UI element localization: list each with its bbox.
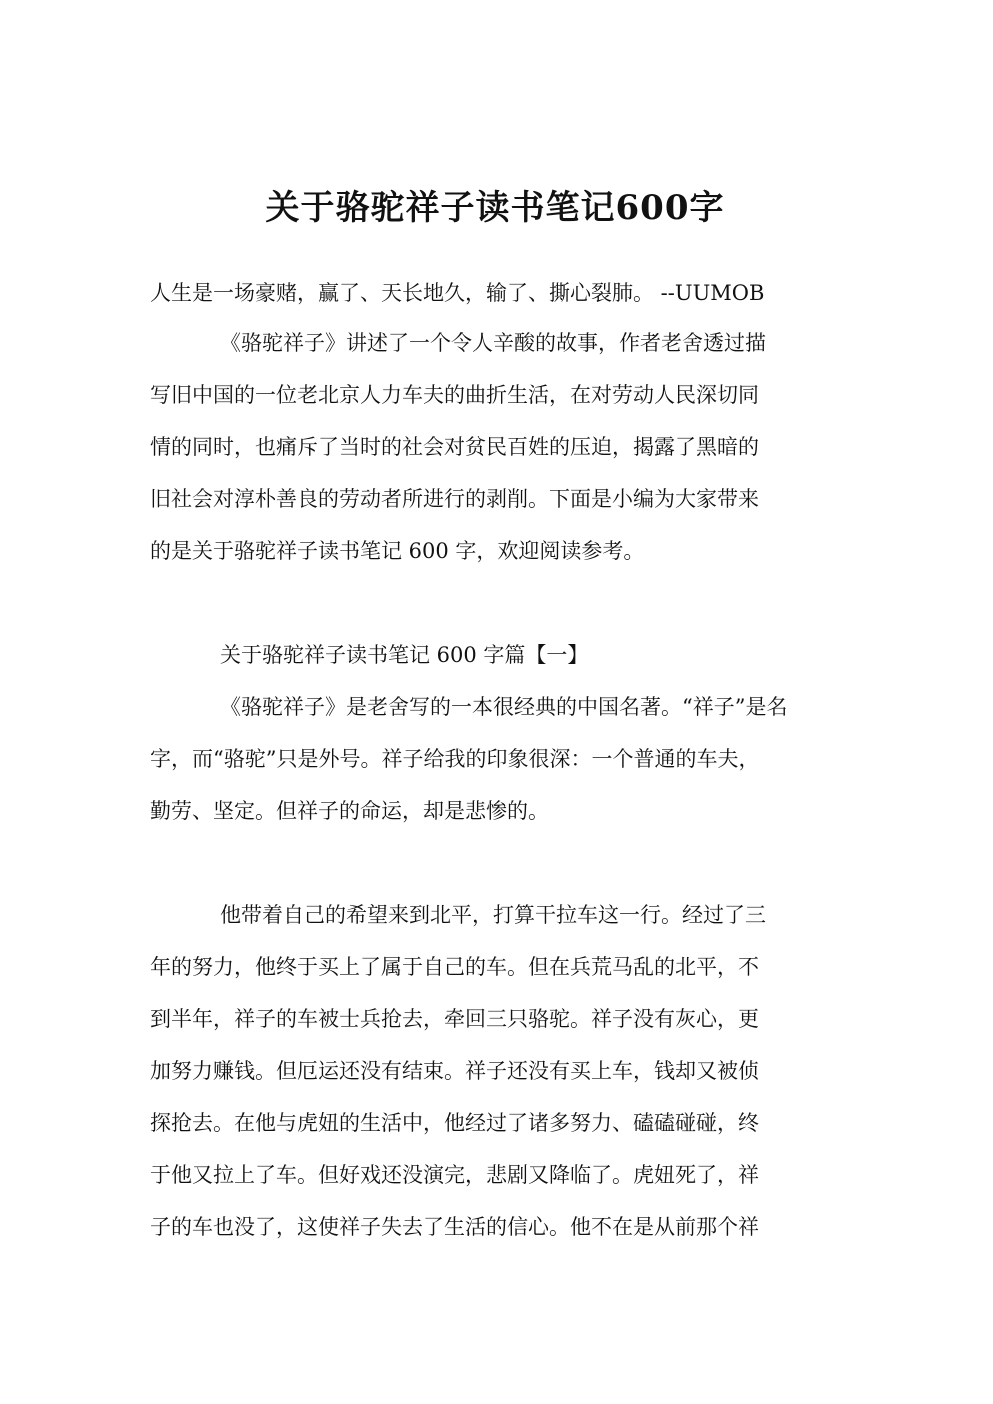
paragraph2-line-7: 子的车也没了，这使祥子失去了生活的信心。他不在是从前那个祥 (150, 1215, 759, 1239)
paragraph1-line-3: 勤劳、坚定。但祥子的命运，却是悲惨的。 (150, 799, 549, 823)
section-heading: 关于骆驼祥子读书笔记 600 字篇【一】 (220, 643, 589, 667)
intro-line-5: 的是关于骆驼祥子读书笔记 600 字，欢迎阅读参考。 (150, 539, 645, 563)
intro-line-4: 旧社会对淳朴善良的劳动者所进行的剥削。下面是小编为大家带来 (150, 487, 759, 511)
intro-line-2: 写旧中国的一位老北京人力车夫的曲折生活，在对劳动人民深切同 (150, 383, 759, 407)
paragraph2-line-5: 探抢去。在他与虎妞的生活中，他经过了诸多努力、磕磕碰碰，终 (150, 1111, 759, 1135)
paragraph2-line-6: 于他又拉上了车。但好戏还没演完，悲剧又降临了。虎妞死了，祥 (150, 1163, 759, 1187)
paragraph2-line-4: 加努力赚钱。但厄运还没有结束。祥子还没有买上车，钱却又被侦 (150, 1059, 759, 1083)
paragraph2-line-2: 年的努力，他终于买上了属于自己的车。但在兵荒马乱的北平，不 (150, 955, 759, 979)
intro-line-3: 情的同时，也痛斥了当时的社会对贫民百姓的压迫，揭露了黑暗的 (150, 435, 759, 459)
paragraph2-line-3: 到半年，祥子的车被士兵抢去，牵回三只骆驼。祥子没有灰心，更 (150, 1007, 759, 1031)
paragraph1-line-2: 字，而“骆驼”只是外号。祥子给我的印象很深：一个普通的车夫， (150, 747, 760, 771)
opening-quote: 人生是一场豪赌，赢了、天长地久，输了、撕心裂肺。 --UUMOB (150, 281, 765, 305)
document-title: 关于骆驼祥子读书笔记600字 (265, 188, 725, 228)
intro-line-1: 《骆驼祥子》讲述了一个令人辛酸的故事，作者老舍透过描 (220, 331, 766, 355)
paragraph1-line-1: 《骆驼祥子》是老舍写的一本很经典的中国名著。“祥子”是名 (220, 695, 788, 719)
paragraph2-line-1: 他带着自己的希望来到北平，打算干拉车这一行。经过了三 (220, 903, 766, 927)
